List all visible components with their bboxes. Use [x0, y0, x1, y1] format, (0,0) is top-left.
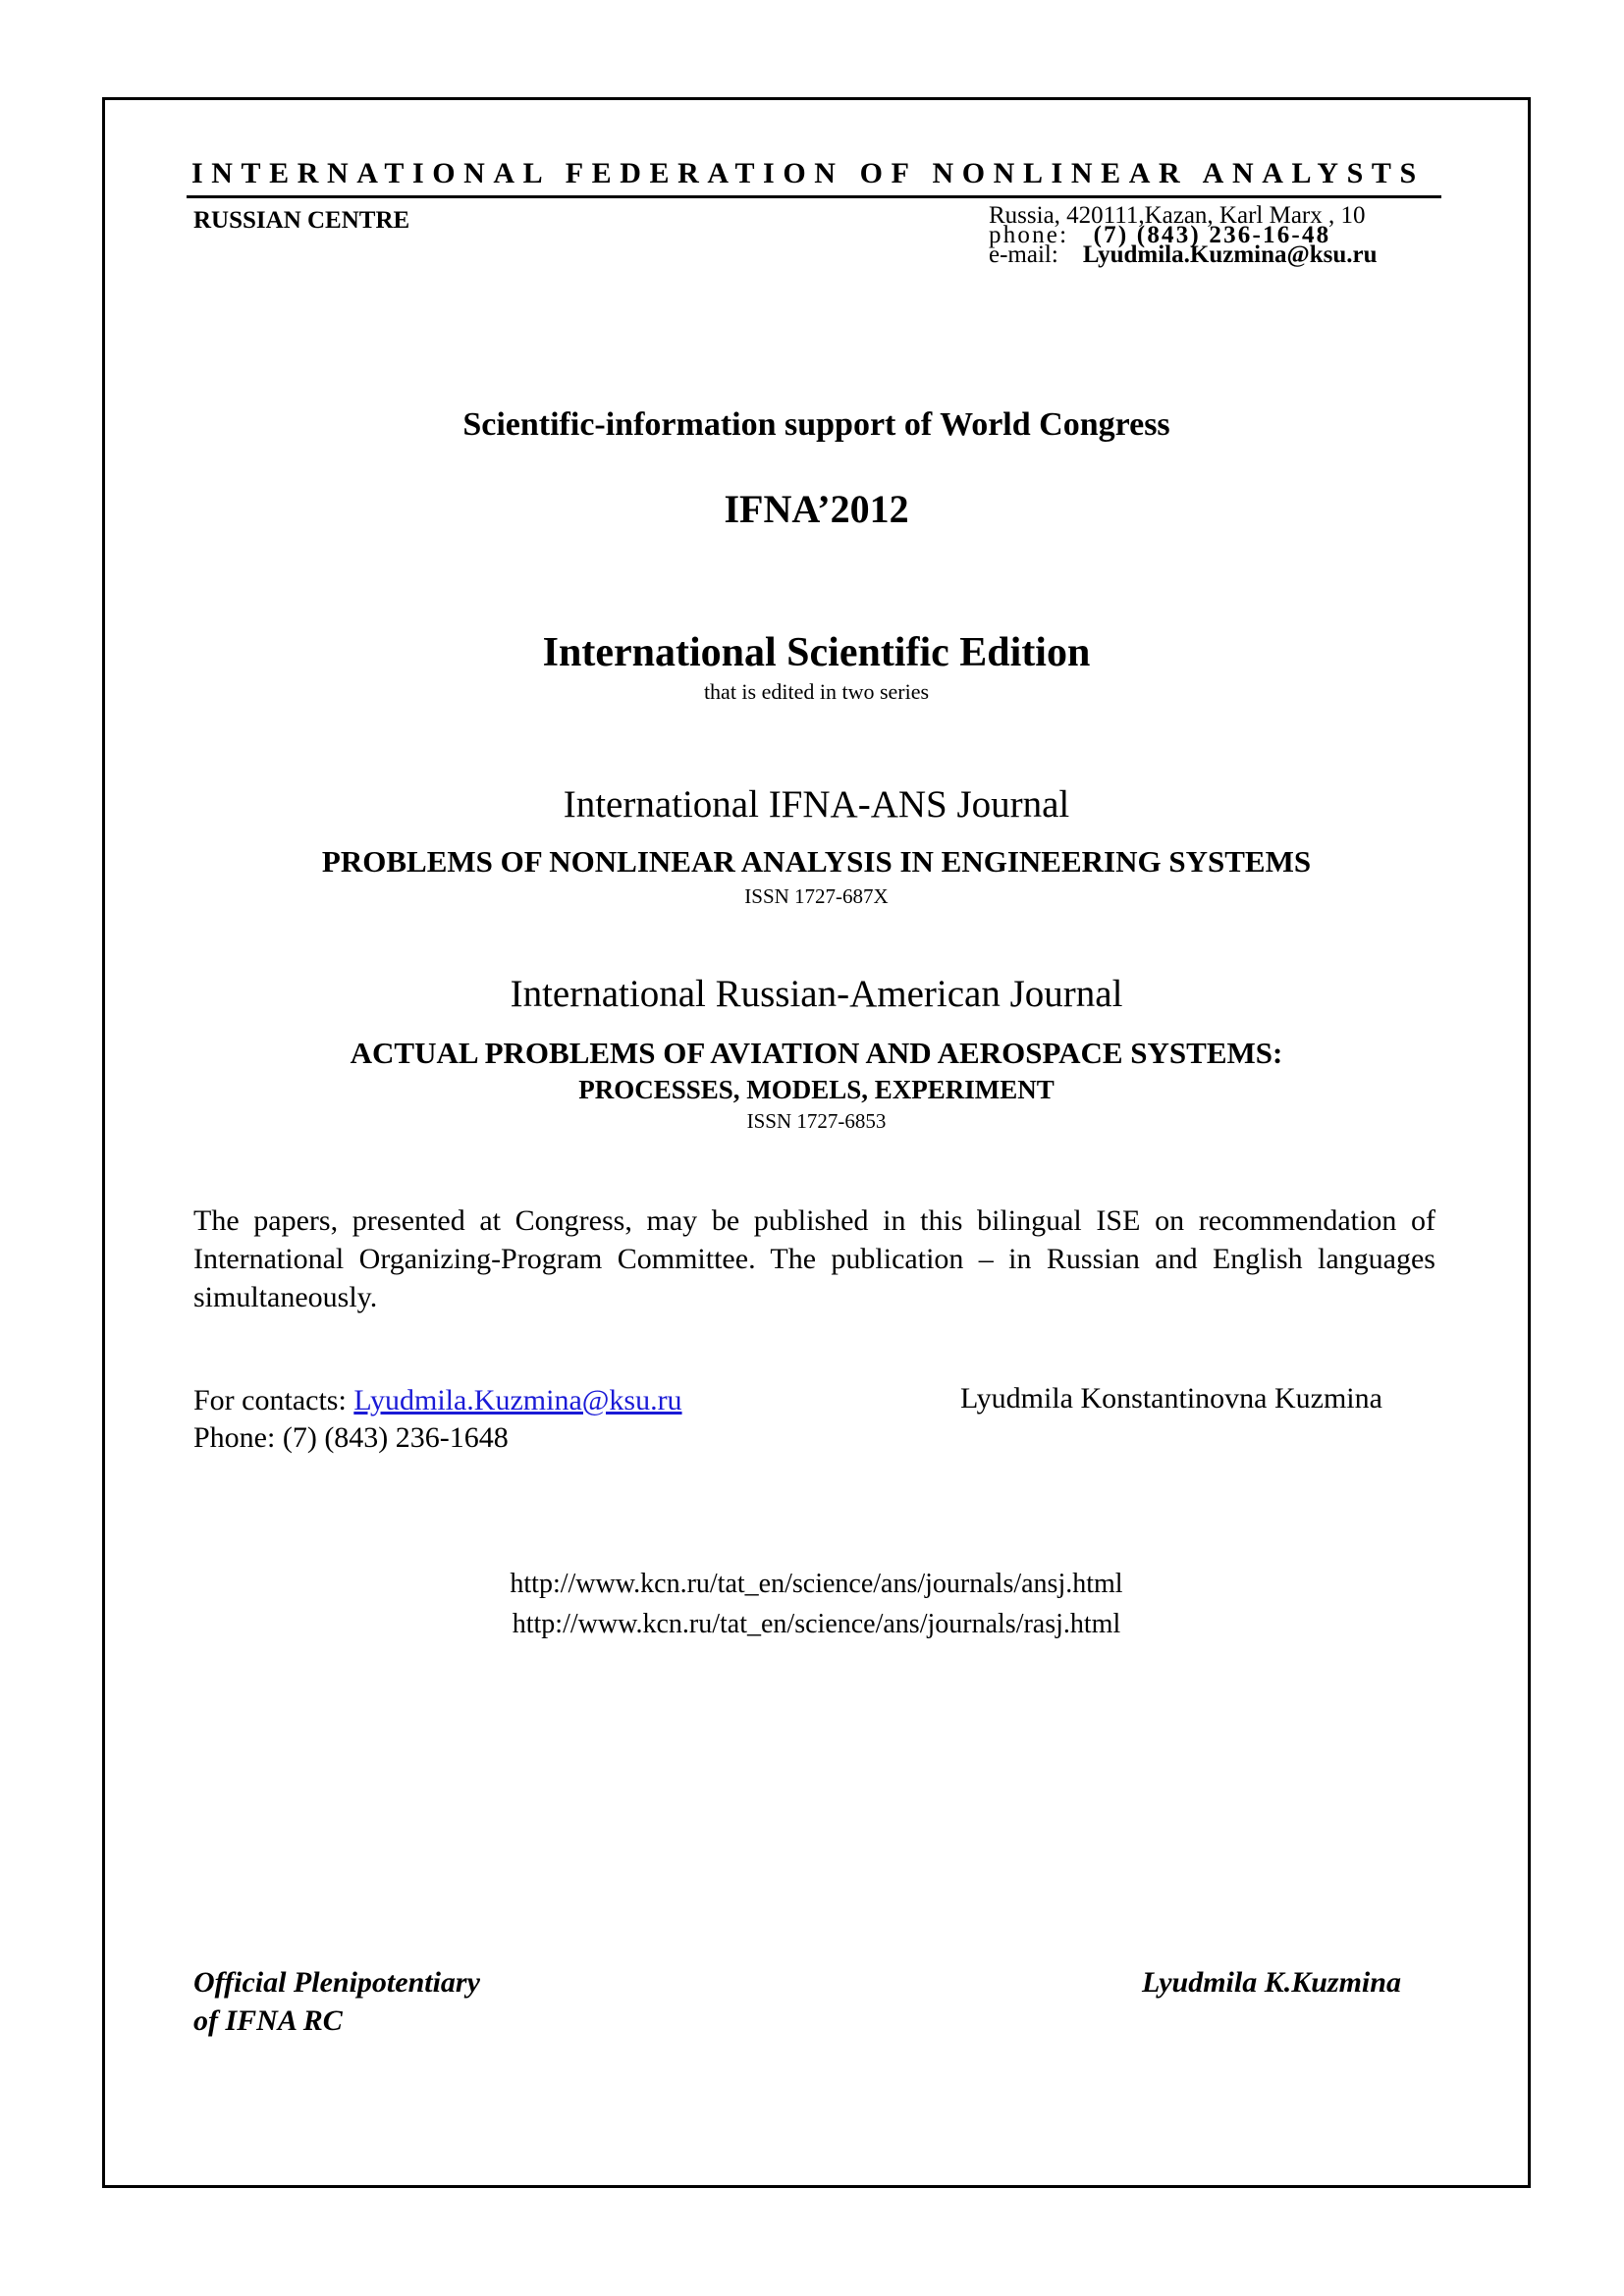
- email-value: Lyudmila.Kuzmina@ksu.ru: [1082, 241, 1378, 268]
- url-rasj: http://www.kcn.ru/tat_en/science/ans/journals/rasj.html: [512, 1609, 1121, 1639]
- contacts-block: [193, 1382, 682, 1457]
- signature-role-line-2: of IFNA RC: [193, 2004, 343, 2037]
- email-line: [989, 241, 1378, 268]
- russian-centre-label: RUSSIAN CENTRE: [193, 207, 410, 234]
- signature-name: Lyudmila K.Kuzmina: [1142, 1966, 1401, 1999]
- publication-paragraph: The papers, presented at Congress, may be published in this bilingual ISE on recommendation of International Organizing-Program Committee. The publication – in Russian and English languages simultaneously.: [193, 1204, 1435, 1313]
- congress-title: IFNA’2012: [724, 487, 909, 531]
- edition-heading: International Scientific Edition: [542, 630, 1091, 675]
- edition-subheading: that is edited in two series: [703, 679, 930, 704]
- journal-2-title: ACTUAL PROBLEMS OF AVIATION AND AEROSPACE SYSTEMS:: [350, 1036, 1283, 1070]
- congress-support-heading: Scientific-information support of World Congress: [462, 406, 1170, 443]
- phone-value: (7) (843) 236-16-48: [1093, 222, 1331, 248]
- contacts-line: [193, 1382, 682, 1419]
- journal-2-issn: ISSN 1727-6853: [746, 1109, 887, 1133]
- journal-1-issn: ISSN 1727-687X: [744, 884, 889, 908]
- journal-2-name: International Russian-American Journal: [510, 973, 1123, 1015]
- signature-role-line-1: Official Plenipotentiary: [193, 1966, 480, 1999]
- journal-1-title: PROBLEMS OF NONLINEAR ANALYSIS IN ENGINEERING SYSTEMS: [321, 844, 1312, 879]
- journal-2-subtitle: PROCESSES, MODELS, EXPERIMENT: [578, 1075, 1055, 1104]
- phone-label: phone:: [989, 222, 1069, 248]
- url-ansj: http://www.kcn.ru/tat_en/science/ans/journals/ansj.html: [510, 1569, 1123, 1599]
- federation-title: INTERNATIONAL FEDERATION OF NONLINEAR ANALYSTS: [191, 157, 1425, 189]
- header-address-block: [989, 202, 1378, 268]
- contacts-phone: Phone: (7) (843) 236-1648: [193, 1421, 509, 1454]
- contact-email-link[interactable]: Lyudmila.Kuzmina@ksu.ru: [353, 1384, 682, 1416]
- contact-person-name: Lyudmila Konstantinovna Kuzmina: [960, 1382, 1382, 1415]
- journal-1-name: International IFNA-ANS Journal: [563, 783, 1070, 826]
- contacts-label: For contacts:: [193, 1384, 347, 1416]
- address-line: Russia, 420111,Kazan, Karl Marx , 10: [989, 202, 1366, 229]
- header-rule: [187, 195, 1441, 198]
- email-label: e-mail:: [989, 241, 1058, 268]
- signature-role: [193, 1963, 480, 2040]
